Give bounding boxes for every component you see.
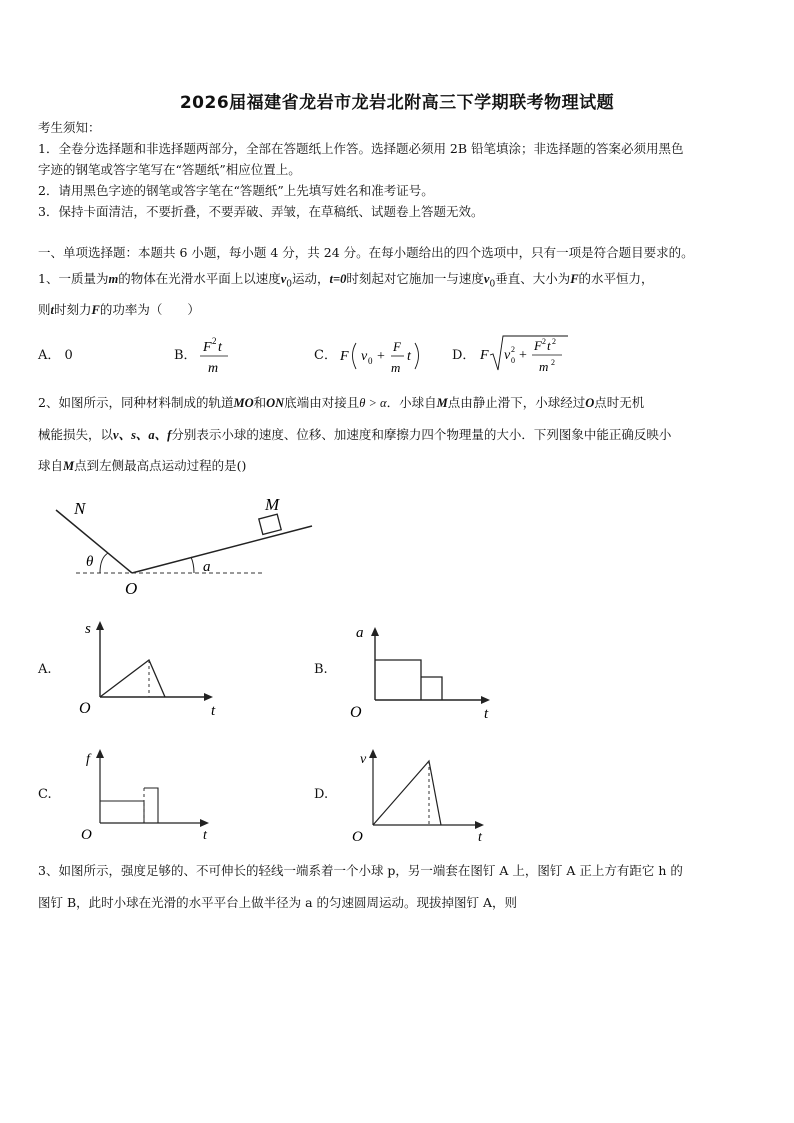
svg-text:2: 2 bbox=[511, 345, 515, 354]
incline-diagram bbox=[50, 490, 320, 600]
svg-text:2: 2 bbox=[212, 336, 217, 346]
svg-text:F: F bbox=[480, 348, 489, 363]
svg-text:v: v bbox=[504, 348, 511, 363]
q2-option-d: D. bbox=[314, 787, 329, 802]
svg-text:m: m bbox=[539, 359, 549, 374]
q2-line3: 球自M点到左侧最高点运动过程的是() bbox=[38, 458, 247, 473]
q2-line2: 械能损失，以v、s、a、f分别表示小球的速度、位移、加速度和摩擦力四个物理量的大小．下列图象中能正确反映小 bbox=[38, 427, 672, 442]
svg-text:t: t bbox=[218, 340, 222, 355]
svg-text:t: t bbox=[547, 338, 551, 353]
q2-line1: 2、如图所示，同种材料制成的轨道MO和ON底端由对接且θ > α．小球自M点由静止滑下，小球经过O点时无机 bbox=[38, 395, 645, 410]
q3-line1: 3、如图所示，强度足够的、不可伸长的轻线一端系着一个小球 p，另一端套在图钉 A 上，图钉 A 正上方有距它 h 的 bbox=[38, 863, 683, 878]
q2-option-c: C. bbox=[38, 787, 52, 802]
notice-item-2: 2．请用黑色字迹的钢笔或答字笔在“答题纸”上先填写姓名和准考证号。 bbox=[38, 183, 434, 198]
notice-item-3: 3．保持卡面清洁，不要折叠，不要弄破、弄皱，在草稿纸、试题卷上答题无效。 bbox=[38, 204, 484, 219]
label-alpha: a bbox=[203, 559, 211, 575]
svg-text:2: 2 bbox=[552, 337, 556, 346]
q2-option-b: B. bbox=[314, 662, 328, 677]
graph-a-xlabel: t bbox=[211, 703, 216, 719]
svg-text:F: F bbox=[340, 349, 349, 364]
q3-line2: 图钉 B，此时小球在光滑的水平平台上做半径为 a 的匀速圆周运动。现拔掉图钉 A，则 bbox=[38, 895, 518, 910]
svg-text:m: m bbox=[208, 361, 219, 376]
notice-item-1: 1．全卷分选择题和非选择题两部分，全部在答题纸上作答。选择题必须用 2B 铅笔填涂；非选择题的答案必须用黑色 bbox=[38, 141, 684, 156]
q1-line1: 1、一质量为m的物体在光滑水平面上以速度$v_0$运动，t=0时刻起对它施加一与速度$v_0$垂直、大小为F的水平恒力， bbox=[38, 271, 654, 290]
q1-option-b-formula bbox=[196, 333, 236, 377]
graph-d bbox=[346, 743, 506, 848]
graph-b bbox=[348, 615, 508, 725]
q1-line2: 则t时刻力F的功率为（ ） bbox=[38, 302, 200, 317]
label-m: M bbox=[265, 495, 280, 514]
graph-b-origin: O bbox=[350, 704, 362, 721]
q1-option-b-label: B． bbox=[174, 348, 197, 363]
svg-text:2: 2 bbox=[542, 337, 546, 346]
graph-c-xlabel: t bbox=[203, 828, 207, 843]
label-theta: θ bbox=[86, 554, 94, 570]
graph-d-origin: O bbox=[352, 829, 363, 845]
graph-b-ylabel: a bbox=[356, 625, 364, 641]
graph-c-origin: O bbox=[81, 827, 92, 843]
graph-a-ylabel: s bbox=[85, 621, 91, 637]
graph-c-ylabel: f bbox=[86, 752, 90, 767]
svg-text:F: F bbox=[203, 340, 212, 355]
svg-text:F: F bbox=[534, 338, 542, 353]
svg-text:F: F bbox=[393, 339, 401, 354]
label-n: N bbox=[74, 499, 86, 518]
svg-text:t: t bbox=[407, 349, 411, 364]
graph-c bbox=[75, 743, 235, 848]
q1-option-d-label: D． bbox=[452, 348, 476, 363]
q1-option-d-formula bbox=[476, 330, 572, 378]
svg-text:+: + bbox=[519, 348, 527, 363]
page-title: 2026届福建省龙岩市龙岩北附高三下学期联考物理试题 bbox=[179, 93, 615, 113]
section-heading: 一、单项选择题：本题共 6 小题，每小题 4 分，共 24 分。在每小题给出的四个选项中，只有一项是符合题目要求的。 bbox=[38, 245, 694, 260]
graph-d-xlabel: t bbox=[478, 830, 482, 845]
svg-text:v: v bbox=[361, 349, 368, 364]
svg-text:0: 0 bbox=[368, 356, 373, 366]
notice-item-1-cont: 字迹的钢笔或答字笔写在“答题纸”相应位置上。 bbox=[38, 162, 301, 177]
label-o: O bbox=[125, 579, 138, 598]
q2-option-a: A. bbox=[38, 662, 52, 677]
q1-option-c-label: C． bbox=[314, 348, 337, 363]
notice-heading: 考生须知： bbox=[38, 120, 101, 135]
graph-d-ylabel: v bbox=[360, 752, 367, 767]
q1-option-a: A． 0 bbox=[38, 348, 73, 363]
svg-text:+: + bbox=[377, 349, 385, 364]
svg-text:2: 2 bbox=[551, 358, 555, 367]
graph-b-xlabel: t bbox=[484, 706, 489, 722]
q1-option-c-formula bbox=[336, 333, 426, 377]
graph-a-origin: O bbox=[79, 700, 91, 717]
svg-text:0: 0 bbox=[511, 356, 515, 365]
svg-text:m: m bbox=[391, 360, 401, 375]
graph-a bbox=[75, 615, 235, 725]
